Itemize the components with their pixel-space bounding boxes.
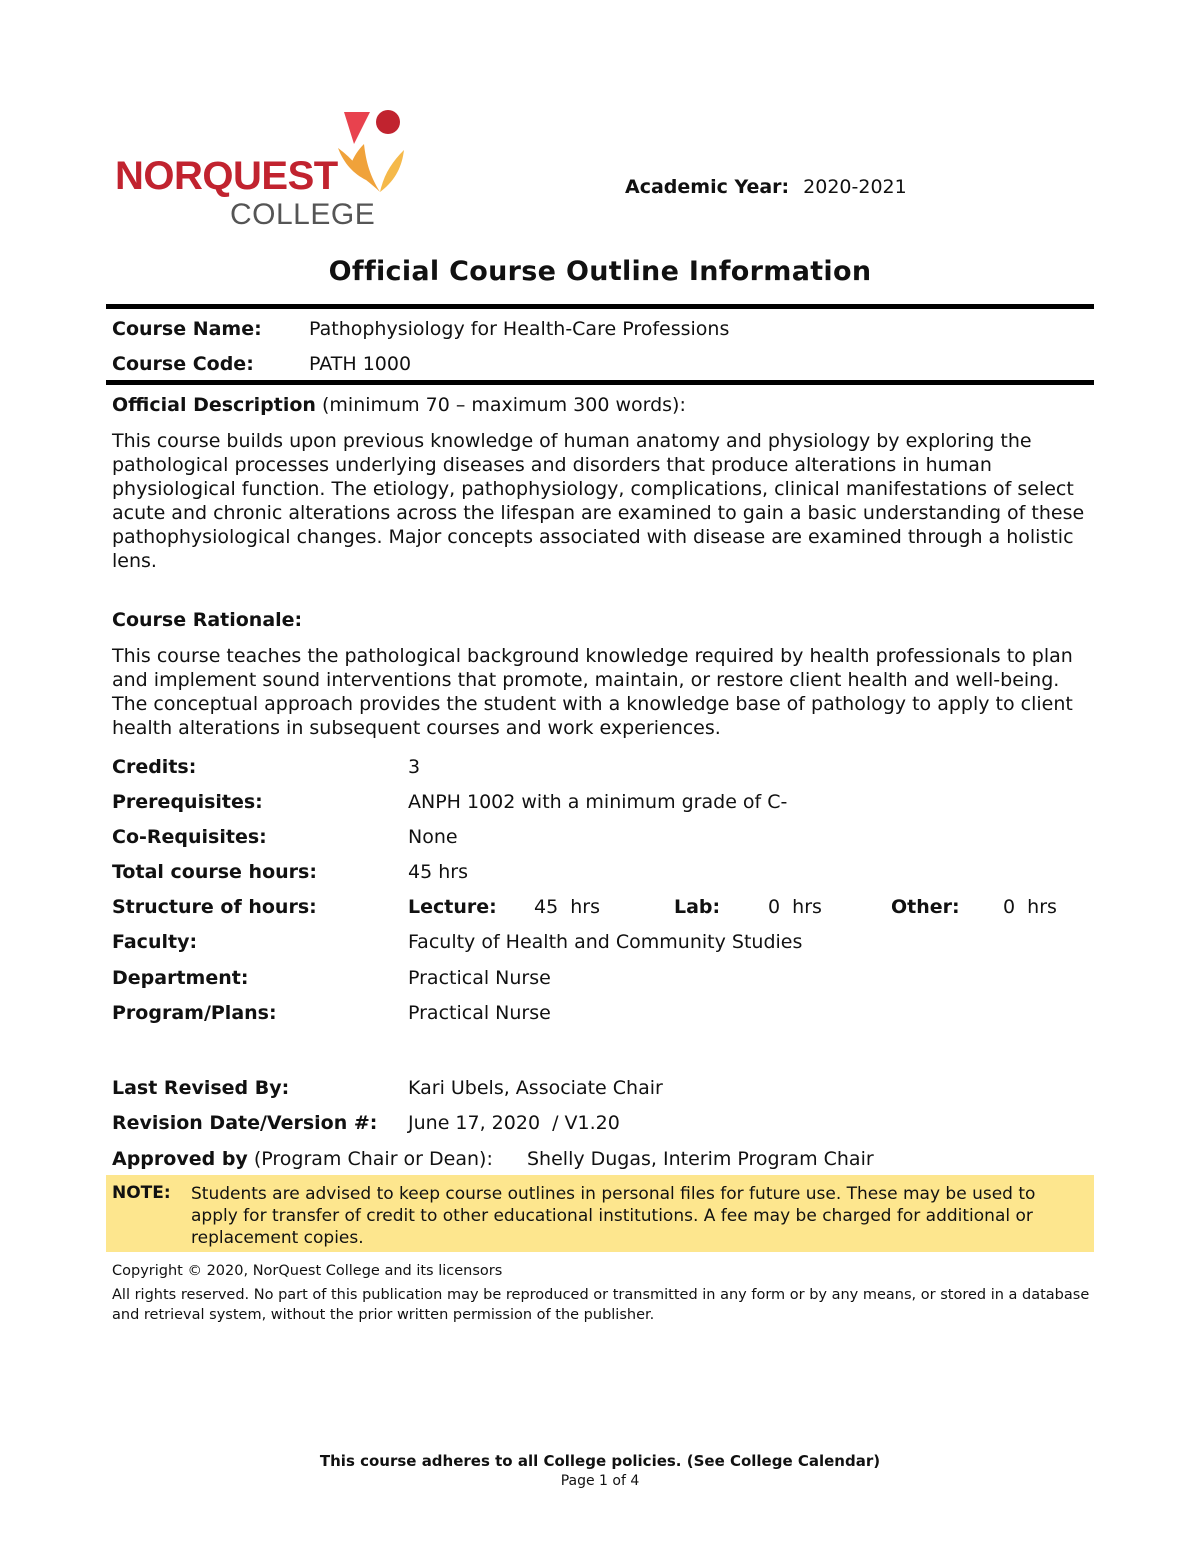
credits-value: 3 [408, 756, 421, 778]
note-box [106, 1175, 1094, 1252]
program-value: Practical Nurse [408, 1002, 551, 1024]
lecture-value: 45 hrs [534, 896, 601, 918]
lecture-label: Lecture: [408, 896, 497, 918]
revised-by-label: Last Revised By: [112, 1077, 290, 1099]
description-qualifier: (minimum 70 – maximum 300 words): [322, 394, 686, 416]
course-name-value: Pathophysiology for Health-Care Professions [309, 318, 730, 340]
revision-date-value: June 17, 2020 / V1.20 [408, 1112, 620, 1134]
footer-page-number: Page 1 of 4 [560, 1473, 640, 1489]
logo-mark-icon [336, 104, 406, 196]
faculty-label: Faculty: [112, 931, 198, 953]
program-label: Program/Plans: [112, 1002, 277, 1024]
description-label: Official Description [112, 394, 316, 416]
faculty-value: Faculty of Health and Community Studies [408, 931, 803, 953]
lab-value: 0 hrs [768, 896, 822, 918]
structure-label: Structure of hours: [112, 896, 317, 918]
academic-year-label: Academic Year: [625, 176, 790, 198]
other-value: 0 hrs [1003, 896, 1057, 918]
description-text: This course builds upon previous knowledge of human anatomy and physiology by exploring the pathological processes underlying diseases and disorders that produce alterations in human physiological function. The etiology, pathophysiology, complications, clinical manifestations of select acute and chronic alterations across the lifespan are examined to gain a basic understanding of these pathophysiological changes. Major concepts associated with disease are examined through a holistic lens. [112, 430, 1085, 572]
prerequisites-label: Prerequisites: [112, 791, 263, 813]
note-text: Students are advised to keep course outlines in personal files for future use. These may be used to apply for transfer of credit to other educational institutions. A fee may be charged for additional or replacement copies. [191, 1184, 1036, 1248]
rationale-heading: Course Rationale: [112, 609, 303, 631]
prerequisites-value: ANPH 1002 with a minimum grade of C- [408, 791, 788, 813]
lab-label: Lab: [674, 896, 721, 918]
copyright-line: Copyright © 2020, NorQuest College and its licensors [112, 1263, 503, 1279]
rationale-text: This course teaches the pathological background knowledge required by health professionals to plan and implement sound interventions that promote, maintain, or restore client health and well-being. The conceptual approach provides the student with a knowledge base of pathology to apply to client health alterations in subsequent courses and work experiences. [112, 645, 1073, 739]
approved-by-value: Shelly Dugas, Interim Program Chair [527, 1148, 874, 1170]
note-label: NOTE: [112, 1183, 171, 1203]
copyright-rights: All rights reserved. No part of this publication may be reproduced or transmitted in any form or by any means, or stored in a database and retrieval system, without the prior written permission of the publisher. [112, 1287, 1090, 1323]
corequisites-label: Co-Requisites: [112, 826, 267, 848]
page-title: Official Course Outline Information [328, 256, 872, 287]
academic-year-value: 2020-2021 [803, 176, 907, 198]
academic-year [625, 176, 907, 198]
course-name-label: Course Name: [112, 318, 262, 340]
footer-policy: This course adheres to all College policies. (See College Calendar) [319, 1452, 881, 1470]
approved-by-qualifier: (Program Chair or Dean): [253, 1148, 493, 1170]
total-hours-label: Total course hours: [112, 861, 317, 883]
total-hours-value: 45 hrs [408, 861, 468, 883]
logo-wordmark-norquest: NORQUEST [115, 154, 338, 198]
credits-label: Credits: [112, 756, 197, 778]
course-code-label: Course Code: [112, 353, 254, 375]
divider-top [106, 304, 1094, 309]
divider-bottom [106, 380, 1094, 385]
department-label: Department: [112, 967, 249, 989]
course-code-value: PATH 1000 [309, 353, 412, 375]
corequisites-value: None [408, 826, 458, 848]
description-heading [112, 394, 686, 416]
revision-date-label: Revision Date/Version #: [112, 1112, 378, 1134]
department-value: Practical Nurse [408, 967, 551, 989]
college-logo [112, 104, 412, 234]
revised-by-value: Kari Ubels, Associate Chair [408, 1077, 663, 1099]
logo-wordmark-college: COLLEGE [230, 198, 376, 231]
approved-by-label: Approved by [112, 1148, 248, 1170]
approved-by [112, 1148, 493, 1170]
other-label: Other: [891, 896, 960, 918]
